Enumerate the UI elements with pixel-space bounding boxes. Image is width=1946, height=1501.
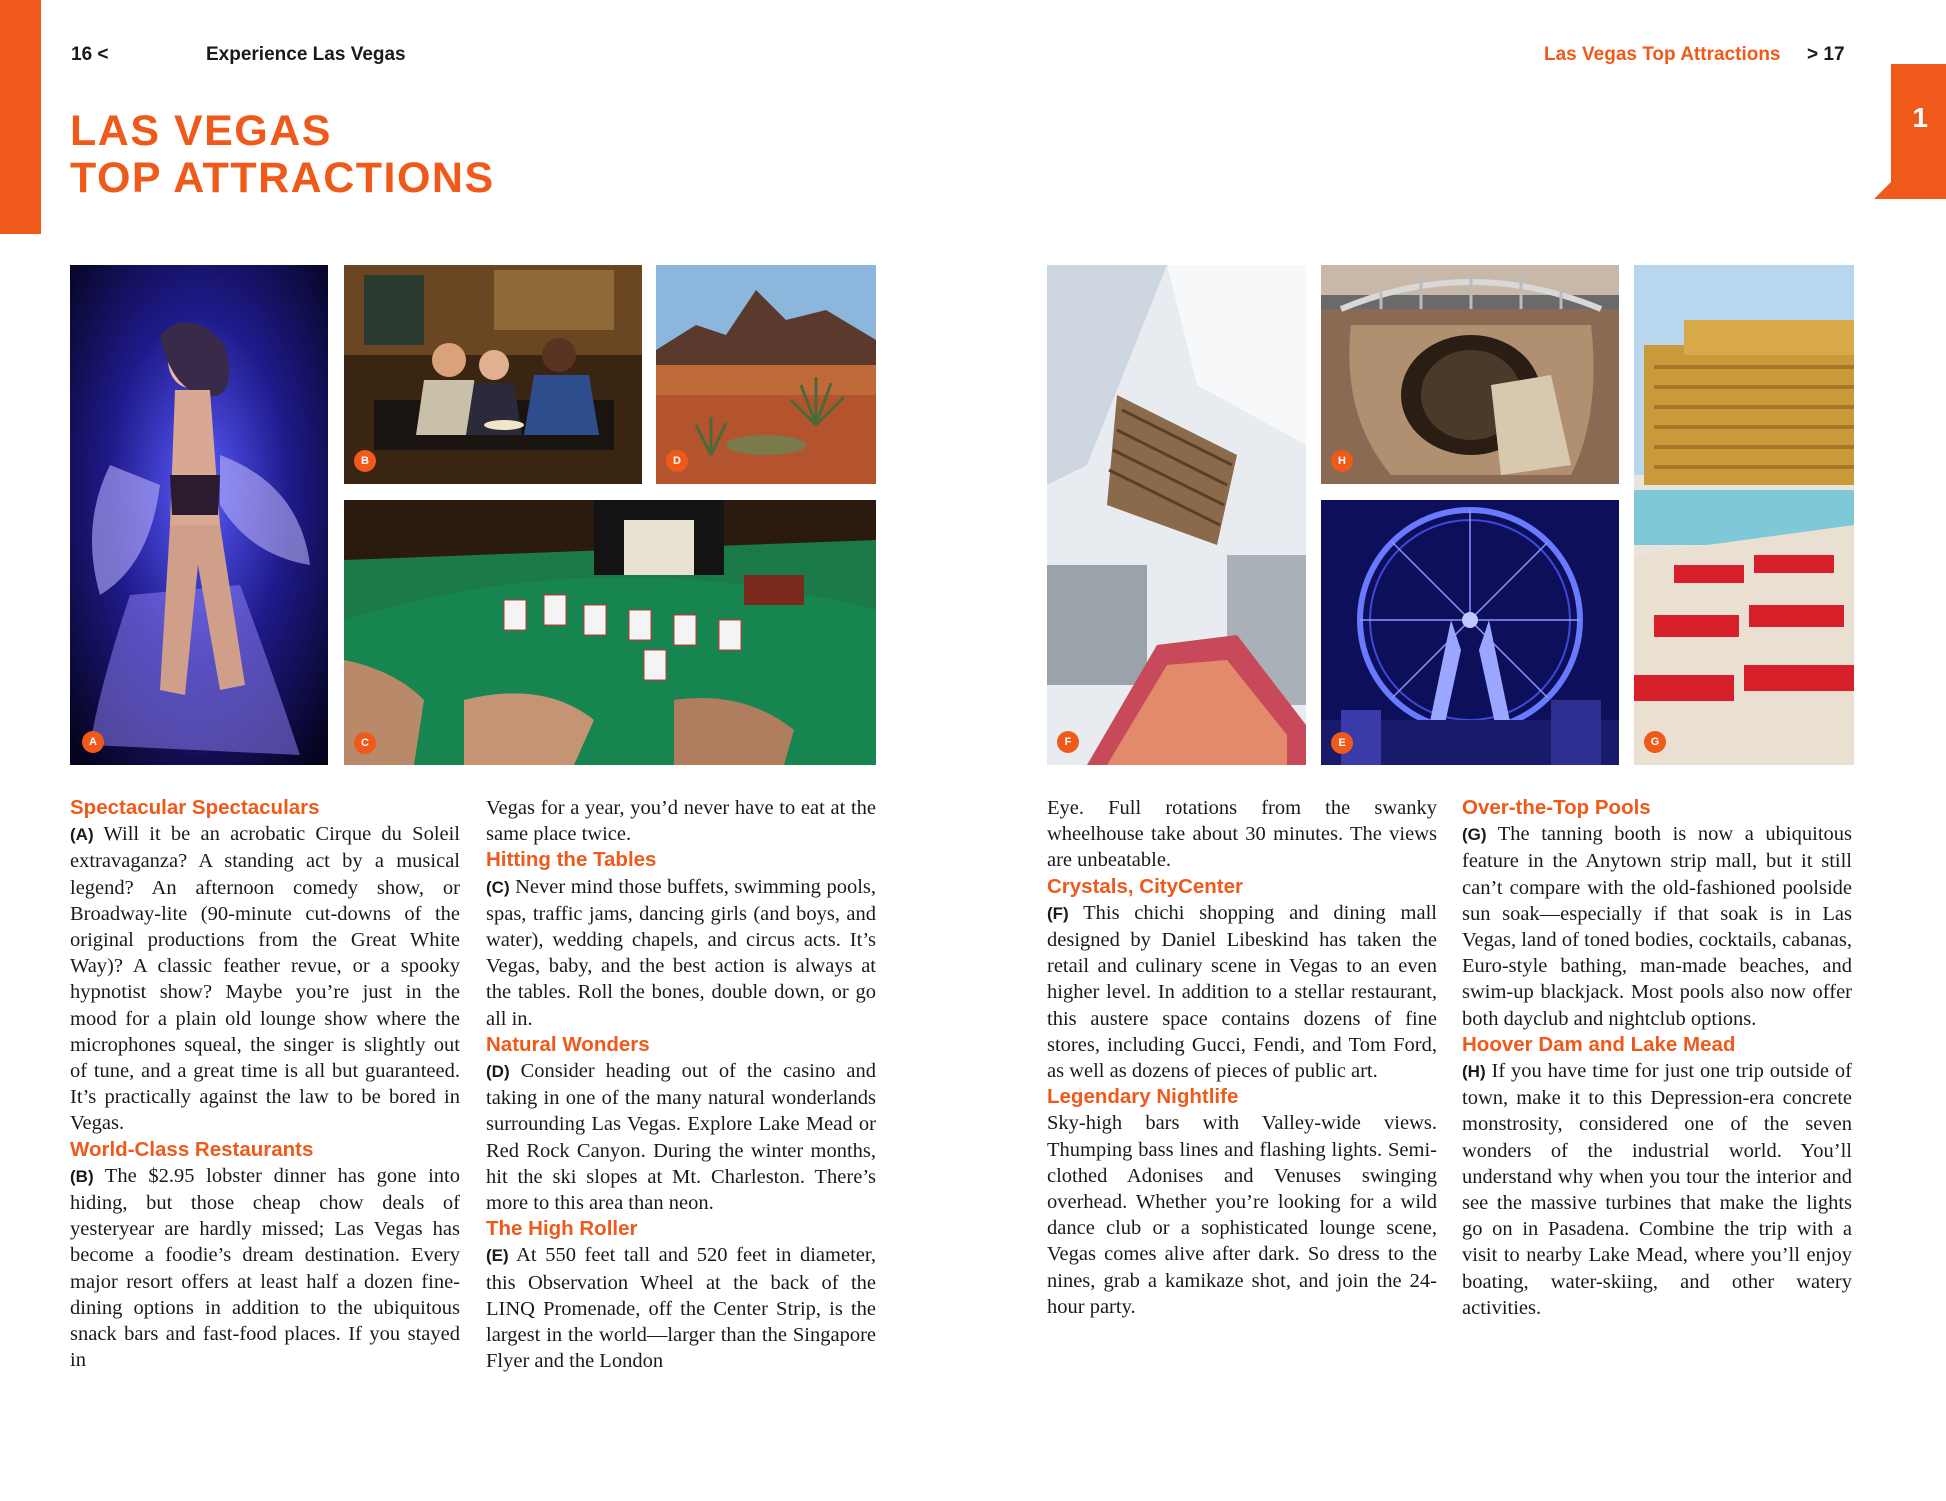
right-page-number: > 17 bbox=[1807, 44, 1845, 65]
text-column-4 bbox=[1462, 795, 1852, 1321]
body-tables: Never mind those buffets, swimming pools, spas, traffic jams, dancing girls (and boys, and water), wedding chapels, and circus acts. It’s Vegas, baby, and the best action is always at the tables. Roll the bones, double down, or go all in. bbox=[486, 875, 876, 1030]
heading-hoover: Hoover Dam and Lake Mead bbox=[1462, 1032, 1736, 1056]
heading-roller: The High Roller bbox=[486, 1217, 638, 1241]
body-natural: Consider heading out of the casino and taking in one of the many natural wonderlands surrounding Las Vegas. Explore Lake Mead or Red Rock Canyon. During the winter months, hit the ski slopes at Mt. Charleston. There’s more to this area than neon. bbox=[486, 1060, 876, 1215]
restaurant-image bbox=[344, 265, 642, 484]
tag-g: (G) bbox=[1462, 825, 1487, 845]
photo-pool bbox=[1634, 265, 1854, 765]
high-roller-image bbox=[1321, 500, 1619, 765]
photo-blackjack bbox=[344, 500, 876, 765]
paragraph-natural bbox=[486, 1058, 876, 1216]
paragraph-roller bbox=[486, 1242, 876, 1374]
heading-restaurants: World-Class Restaurants bbox=[70, 1137, 314, 1161]
body-pools: The tanning booth is now a ubiquitous feature in the Anytown strip mall, but it still can’t compare with the old-fashioned poolside sun soak—especially if that soak is in Las Vegas, land of toned bodies, cocktails, cabanas, Euro-style bathing, man-made beaches, and swim-up blackjack. Most pools also now offer both dayclub and nightclub options. bbox=[1462, 823, 1852, 1030]
paragraph-tables bbox=[486, 874, 876, 1032]
photo-badge-g: G bbox=[1644, 731, 1666, 753]
heading-tables: Hitting the Tables bbox=[486, 848, 657, 872]
body-restaurants: The $2.95 lobster dinner has gone into hiding, but those cheap chow deals of yesteryear are hardly missed; Las Vegas has become a foodie’s dream destination. Every major resort offers at least half a dozen fine-dining options in addition to the ubiquitous snack bars and fast-food places. If you stayed in bbox=[70, 1164, 460, 1372]
page-title bbox=[70, 108, 495, 202]
tag-d: (D) bbox=[486, 1062, 510, 1082]
photo-badge-f: F bbox=[1057, 731, 1079, 753]
paragraph-spectacular bbox=[70, 821, 460, 1136]
page-title-line-2: TOP ATTRACTIONS bbox=[70, 154, 495, 202]
photo-desert bbox=[656, 265, 876, 484]
heading-crystals: Crystals, CityCenter bbox=[1047, 874, 1243, 898]
tag-b: (B) bbox=[70, 1166, 94, 1186]
text-column-3 bbox=[1047, 795, 1437, 1320]
photo-hoover-dam bbox=[1321, 265, 1619, 484]
text-column-1 bbox=[70, 795, 460, 1373]
desert-image bbox=[656, 265, 876, 484]
body-roller-continued: Eye. Full rotations from the swanky wheelhouse take about 30 minutes. The views are unbeatable. bbox=[1047, 797, 1437, 872]
photo-badge-d: D bbox=[666, 450, 688, 472]
paragraph-pools bbox=[1462, 821, 1852, 1032]
heading-spectacular: Spectacular Spectaculars bbox=[70, 796, 320, 819]
photo-crystals bbox=[1047, 265, 1306, 765]
paragraph-restaurants bbox=[70, 1163, 460, 1374]
photo-badge-a: A bbox=[82, 731, 104, 753]
chapter-number: 1 bbox=[1912, 102, 1928, 133]
body-restaurants-continued: Vegas for a year, you’d never have to eat at the same place twice. bbox=[486, 797, 876, 846]
text-column-2 bbox=[486, 795, 876, 1374]
chapter-tab-shape bbox=[1874, 64, 1946, 199]
page-title-line-1: LAS VEGAS bbox=[70, 107, 332, 155]
hoover-dam-image bbox=[1321, 265, 1619, 484]
body-roller: At 550 feet tall and 520 feet in diameter, this Observation Wheel at the back of the LINQ Promenade, off the Center Strip, is the largest in the world—larger than the Singapore Flyer and the London bbox=[486, 1244, 876, 1373]
crystals-image bbox=[1047, 265, 1306, 765]
tag-a: (A) bbox=[70, 825, 94, 845]
heading-natural: Natural Wonders bbox=[486, 1032, 650, 1056]
blackjack-image bbox=[344, 500, 876, 765]
body-spectacular: Will it be an acrobatic Cirque du Soleil extravaganza? A standing act by a musical legend? An afternoon comedy show, or Broadway-lite (90-minute cut-downs of the original productions from the Great White Way)? A classic feather revue, or a spooky hypnotist show? Maybe you’re just in the mood for a plain old lounge show where the microphones squeal, the singer is slightly out of tune, and a great time is all but guaranteed. It’s practically against the law to be bored in Vegas. bbox=[70, 823, 460, 1135]
performer-image bbox=[70, 265, 328, 765]
right-running-head: Las Vegas Top Attractions bbox=[1544, 44, 1781, 65]
heading-pools: Over-the-Top Pools bbox=[1462, 796, 1651, 819]
body-hoover: If you have time for just one trip outside of town, make it to this Depression-era concrete monstrosity, considered one of the seven wonders of the industrial world. You’ll understand why when you tour the interior and see the massive turbines that make the lights go on in Pasadena. Combine the trip with a visit to nearby Lake Mead, where you’ll enjoy boating, water-skiing, and other watery activities. bbox=[1462, 1060, 1852, 1319]
photo-badge-e: E bbox=[1331, 732, 1353, 754]
photo-performer bbox=[70, 265, 328, 765]
paragraph-crystals bbox=[1047, 900, 1437, 1084]
left-page-edge-tab bbox=[0, 0, 41, 234]
tag-h: (H) bbox=[1462, 1062, 1486, 1082]
paragraph-hoover bbox=[1462, 1058, 1852, 1321]
photo-badge-b: B bbox=[354, 450, 376, 472]
heading-nightlife: Legendary Nightlife bbox=[1047, 1085, 1239, 1109]
tag-e: (E) bbox=[486, 1246, 509, 1266]
left-running-head: Experience Las Vegas bbox=[206, 44, 406, 65]
photo-restaurant bbox=[344, 265, 642, 484]
pool-image bbox=[1634, 265, 1854, 765]
photo-high-roller bbox=[1321, 500, 1619, 765]
chapter-tab bbox=[1874, 64, 1946, 199]
photo-badge-h: H bbox=[1331, 450, 1353, 472]
left-page-number: 16 < bbox=[71, 44, 109, 65]
tag-f: (F) bbox=[1047, 903, 1069, 923]
body-crystals: This chichi shopping and dining mall designed by Daniel Libeskind has taken the retail and culinary scene in Vegas to an even higher level. In addition to a stellar restaurant, this austere space contains dozens of fine stores, including Gucci, Fendi, and Tom Ford, as well as dozens of pieces of public art. bbox=[1047, 901, 1437, 1083]
body-nightlife: Sky-high bars with Valley-wide views. Thumping bass lines and flashing lights. Semi-clothed Adonises and Venuses swinging overhead. Whether you’re looking for a wild dance club or a sophisticated lounge scene, Vegas comes alive after dark. So dress to the nines, grab a kamikaze shot, and join the 24-hour party. bbox=[1047, 1112, 1437, 1318]
tag-c: (C) bbox=[486, 877, 510, 897]
photo-badge-c: C bbox=[354, 732, 376, 754]
